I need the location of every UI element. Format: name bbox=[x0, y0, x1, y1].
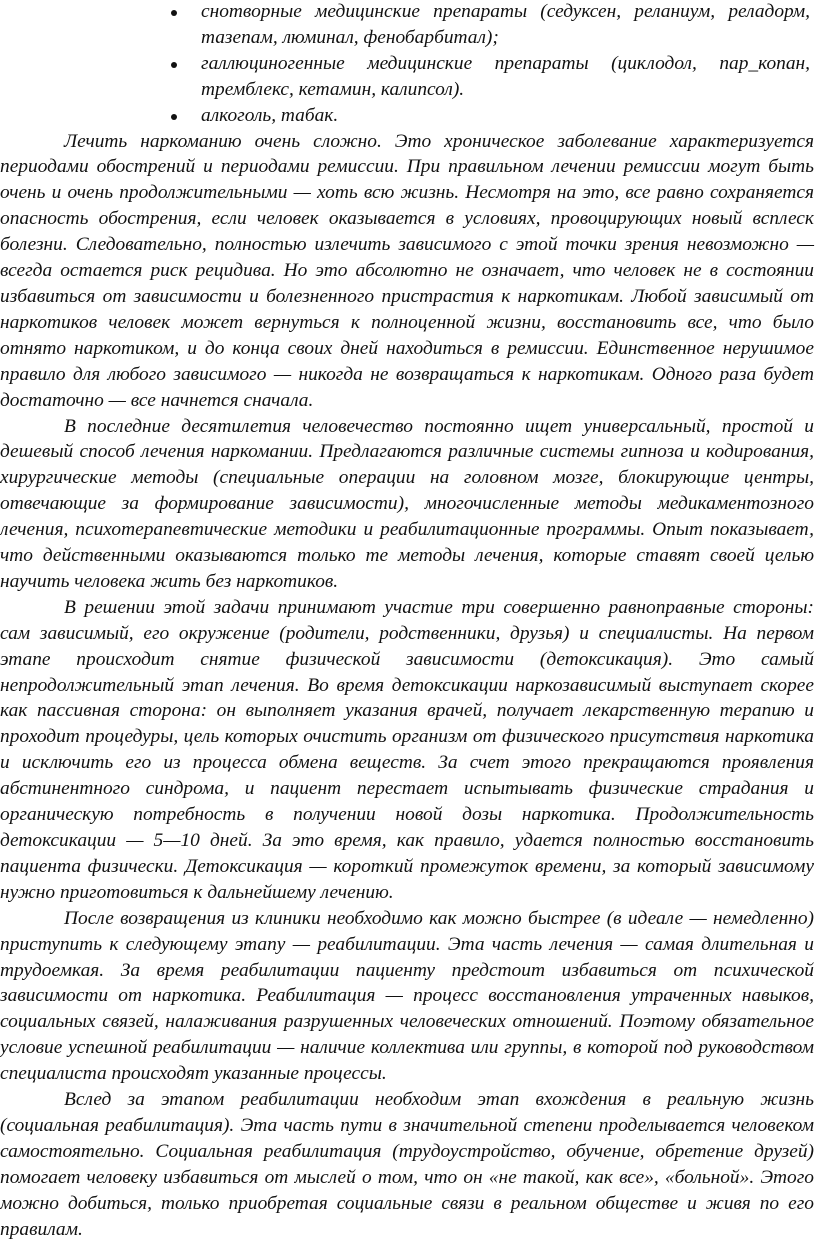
paragraph-rehabilitation: После возвращения из клиники необходимо как можно быстрее (в идеале — немедленно) приступить к следующему этапу — реабилитации. Эта часть лечения — самая длительная и трудоемкая. За время реабилитации пациенту предстоит избавиться от психической зависимости от наркотика. Реабилитация — процесс восстановления утраченных навыков, социальных связей, налаживания разрушенных человеческих отношений. Поэтому обязательное условие успешной реабилитации — наличие коллектива или группы, в которой под руководством специалиста происходят указанные процессы. bbox=[0, 907, 814, 1085]
paragraph-treatment-difficulty: Лечить наркоманию очень сложно. Это хроническое заболевание характеризуется периодами обострений и периодами ремиссии. При правильном лечении ремиссии могут быть очень и очень продолжительными — хоть всю жизнь. Несмотря на это, все равно сохраняется опасность обострения, если человек оказывается в условиях, провоцирующих новый всплеск болезни. Следовательно, полностью излечить зависимого с этой точки зрения невозможно — всегда остается риск рецидива. Но это абсолютно не означает, что человек не в состоянии избавиться от зависимости и болезненного пристрастия к наркотикам. Любой зависимый от наркотиков человек может вернуться к полноценной жизни, восстановить все, что было отнято наркотиком, и до конца своих дней находиться в ремиссии. Единственное нерушимое правило для любого зависимого — никогда не возвращаться к наркотикам. Одного раза будет достаточно — все начнется сначала. bbox=[0, 130, 814, 411]
list-item-text: снотворные медицинские препараты (седуксен, реланиум, реладорм, тазепам, люминал, фенобарбитал); bbox=[201, 1, 810, 48]
list-item bbox=[201, 103, 810, 129]
bullet-icon bbox=[171, 10, 177, 16]
list-item-text: галлюциногенные медицинские препараты (циклодол, пар_копан, тремблекс, кетамин, калипсол). bbox=[201, 52, 810, 100]
paragraph-social-rehabilitation: Вслед за этапом реабилитации необходим этап вхождения в реальную жизнь (социальная реабилитация). Эта часть пути в значительной степени проделывается человеком самостоятельно. Социальная реабилитация (трудоустройство, обучение, обретение друзей) помогает человеку избавиться от мыслей о том, что он «не такой, как все», «больной». Этого можно добиться, только приобретая социальные связи в реальном обществе и живя по его правилам. bbox=[0, 1089, 814, 1240]
list-item bbox=[201, 51, 810, 103]
drug-list bbox=[0, 0, 810, 129]
paragraph-treatment-methods: В последние десятилетия человечество постоянно ищет универсальный, простой и дешевый способ лечения наркомании. Предлагаются различные системы гипноза и кодирования, хирургические методы (специальные операции на головном мозге, блокирующие центры, отвечающие за формирование зависимости), многочисленные методы медикаментозного лечения, психотерапевтические методики и реабилитационные программы. Опыт показывает, что действенными оказываются только те методы лечения, которые ставят своей целью научить человека жить без наркотиков. bbox=[0, 415, 814, 592]
list-item-text: алкоголь, табак. bbox=[201, 104, 339, 126]
paragraph-detoxification: В решении этой задачи принимают участие три совершенно равноправные стороны: сам зависимый, его окружение (родители, родственники, друзья) и специалисты. На первом этапе происходит снятие физической зависимости (детоксикация). Это самый непродолжительный этап лечения. Во время детоксикации наркозависимый выступает скорее как пассивная сторона: он выполняет указания врачей, получает лекарственную терапию и проходит процедуры, цель которых очистить организм от физического присутствия наркотика и исключить его из процесса обмена веществ. За счет этого прекращаются проявления абстинентного синдрома, и пациент перестает испытывать физические страдания и органическую потребность в получении новой дозы наркотика. Продолжительность детоксикации — 5—10 дней. За это время, как правило, удается полностью восстановить пациента физически. Детоксикация — короткий промежуток времени, за который зависимому нужно приготовиться к дальнейшему лечению. bbox=[0, 596, 814, 903]
bullet-icon bbox=[171, 62, 177, 68]
list-item bbox=[201, 0, 810, 51]
bullet-icon bbox=[171, 114, 177, 120]
